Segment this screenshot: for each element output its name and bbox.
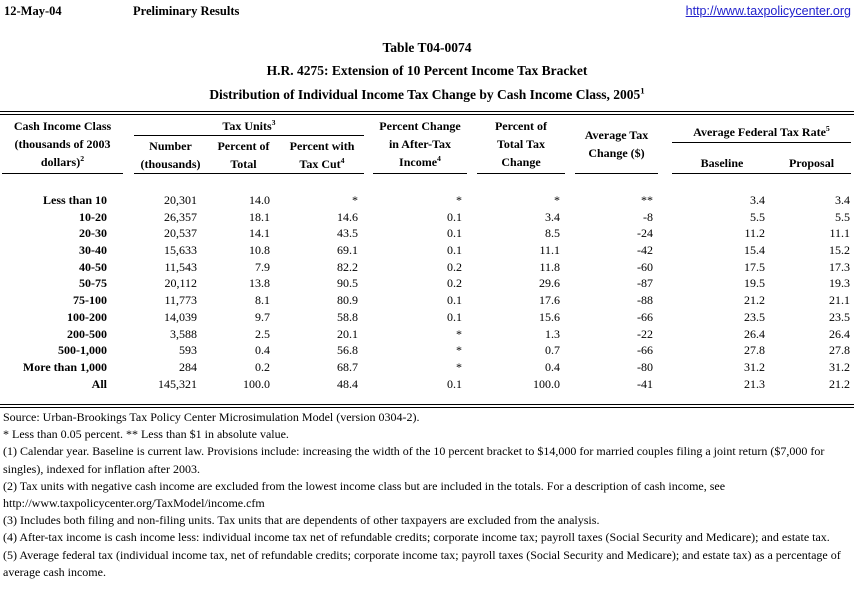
row-label-income-class: 75-100 [73, 293, 107, 308]
data-cell: -66 [637, 309, 653, 324]
data-cell: -88 [637, 293, 653, 308]
row-label-income-class: Less than 10 [42, 193, 107, 207]
report-date: 12-May-04 [4, 4, 62, 18]
header-line: (thousands of 2003 [14, 137, 111, 151]
data-cell: 14.6 [337, 209, 358, 224]
header-line: Tax Cut$^4$ [299, 156, 345, 171]
header-line: dollars)$^2$ [40, 154, 85, 169]
data-cell: 3.4 [545, 209, 560, 224]
data-cell: 27.8 [829, 343, 850, 358]
table-row [0, 376, 854, 393]
data-cell: -8 [643, 209, 653, 224]
data-cell: 20,112 [164, 276, 197, 291]
data-cell: 19.5 [744, 276, 765, 291]
distribution-title [0, 82, 854, 107]
table-row [0, 359, 854, 376]
row-label-income-class: 30-40 [79, 243, 107, 258]
row-label-income-class: 50-75 [79, 276, 107, 291]
data-cell: -87 [637, 276, 653, 291]
data-cell: 43.5 [337, 226, 358, 241]
col-header-cash-income-class [2, 115, 123, 174]
data-cell: 11,543 [164, 259, 197, 274]
data-cell: * [456, 193, 462, 207]
row-label-income-class: 40-50 [79, 259, 107, 274]
data-cell: 100.0 [243, 376, 270, 391]
header-line: Percent with [289, 139, 355, 153]
data-cell: * [352, 193, 358, 207]
col-header-pct-change-after-tax-income [373, 115, 467, 174]
footnote-ref-4: 4 [437, 154, 441, 163]
col-header-proposal: Proposal [788, 156, 835, 170]
average-federal-tax-rate-label: Average Federal Tax Rate$^5$ [672, 123, 851, 143]
data-cell: 7.9 [255, 259, 270, 274]
header-line: Percent of [217, 139, 270, 153]
data-cell: 14.0 [249, 193, 270, 207]
site-url-link[interactable]: http://www.taxpolicycenter.org [685, 4, 851, 18]
footnote-ref-5: 5 [825, 124, 830, 133]
footnote-ref-3: 3 [271, 118, 276, 127]
title-block [0, 36, 854, 107]
data-cell: 0.1 [447, 243, 462, 258]
data-cell: 593 [179, 343, 197, 358]
footnotes-block [3, 409, 852, 581]
data-cell: 11.8 [539, 259, 560, 274]
data-cell: 31.2 [829, 359, 850, 374]
data-cell: 19.3 [829, 276, 850, 291]
header-line: Income$^4$ [399, 154, 441, 169]
preliminary-results-label: Preliminary Results [133, 4, 240, 18]
data-cell: -24 [637, 226, 653, 241]
data-cell: 3,588 [170, 326, 197, 341]
table-row [0, 275, 854, 292]
data-cell: 10.8 [249, 243, 270, 258]
col-group-tax-units [134, 115, 364, 174]
data-cell: 21.3 [744, 376, 765, 391]
table-bottom-rule [0, 404, 854, 408]
footnote: (2) Tax units with negative cash income are excluded from the lowest income class but are included in the totals. For a description of cash income, see http://www.taxpolicycenter.org/TaxModel/income.cfm [3, 478, 726, 511]
data-cell: 0.2 [447, 276, 462, 291]
data-cell: 20,537 [164, 226, 197, 241]
footnote: (4) After-tax income is cash income less: individual income tax net of refundable credits; corporate income tax; payroll taxes (Social Security and Medicare); and estate tax. [3, 530, 830, 545]
data-cell: 15.6 [539, 309, 560, 324]
table-row [0, 326, 854, 343]
data-cell: 11.1 [829, 226, 850, 241]
data-cell: 0.1 [447, 376, 462, 391]
data-cell: 26.4 [829, 326, 850, 341]
data-cell: 68.7 [337, 359, 358, 374]
data-cell: 21.2 [829, 376, 850, 391]
col-header-average-tax-change [575, 115, 658, 174]
footnote: (3) Includes both filing and non-filing units. Tax units that are dependents of other taxpayers are excluded from the analysis. [3, 513, 600, 528]
header-line: Total [230, 157, 257, 171]
header-line: Change ($) [588, 146, 645, 160]
data-cell: 56.8 [337, 343, 358, 358]
data-cell: * [456, 343, 462, 358]
header-line: Percent of [494, 119, 548, 133]
data-cell: 14,039 [164, 309, 197, 324]
data-cell: 48.4 [337, 376, 358, 391]
footnote: Source: Urban-Brookings Tax Policy Center Microsimulation Model (version 0304-2). [3, 410, 420, 424]
data-cell: 13.8 [249, 276, 270, 291]
table-row [0, 342, 854, 359]
table-number-title: Table T04-0074 [382, 40, 472, 55]
data-cell: 100.0 [533, 376, 560, 391]
footnote-ref-4: 4 [340, 156, 345, 165]
data-cell: 18.1 [249, 209, 270, 224]
data-cell: 2.5 [255, 326, 270, 341]
table-row [0, 192, 854, 209]
data-cell: -60 [637, 259, 653, 274]
data-cell: 21.2 [744, 293, 765, 308]
table-row [0, 292, 854, 309]
footnote-ref-2: 2 [80, 154, 85, 163]
data-cell: 21.1 [829, 293, 850, 308]
table-row [0, 242, 854, 259]
header-line: Average Tax [584, 128, 649, 142]
header-line: Total Tax [497, 137, 545, 151]
data-cell: 69.1 [337, 243, 358, 258]
data-cell: 31.2 [744, 359, 765, 374]
row-label-income-class: 100-200 [67, 309, 107, 324]
data-cell: 0.1 [447, 309, 462, 324]
col-header-pct-total-tax-change [477, 115, 565, 174]
data-cell: ** [641, 193, 653, 207]
data-cell: -42 [637, 243, 653, 258]
data-cell: 9.7 [255, 309, 270, 324]
data-cell: 27.8 [744, 343, 765, 358]
data-cell: 0.1 [447, 209, 462, 224]
table-row [0, 309, 854, 326]
row-label-income-class: 200-500 [67, 326, 107, 341]
row-label-income-class: More than 1,000 [22, 359, 107, 374]
data-cell: 80.9 [337, 293, 358, 308]
data-cell: 0.1 [447, 293, 462, 308]
data-cell: 0.2 [255, 359, 270, 374]
data-cell: 0.4 [545, 359, 560, 374]
header-line: (thousands) [140, 157, 201, 171]
data-cell: 5.5 [750, 209, 765, 224]
data-cell: 11.1 [539, 243, 560, 258]
data-cell: -22 [637, 326, 653, 341]
data-cell: * [456, 326, 462, 341]
data-cell: 17.3 [829, 259, 850, 274]
bill-title: H.R. 4275: Extension of 10 Percent Income Tax Bracket [266, 63, 588, 78]
data-cell: 15,633 [164, 243, 197, 258]
data-cell: * [554, 193, 560, 207]
data-cell: -66 [637, 343, 653, 358]
tax-units-group-label: Tax Units$^3$ [134, 117, 364, 136]
header-line: in After-Tax [388, 137, 452, 151]
distribution-title-text: Distribution of Individual Income Tax Change by Cash Income Class, 2005 [209, 87, 641, 102]
data-cell: * [456, 359, 462, 374]
table-body [0, 192, 854, 392]
data-cell: 26.4 [744, 326, 765, 341]
data-cell: 11,773 [164, 293, 197, 308]
table-row [0, 259, 854, 276]
row-label-income-class: 20-30 [79, 226, 107, 241]
row-label-income-class: 10-20 [79, 209, 107, 224]
data-cell: 29.6 [539, 276, 560, 291]
header-line: Percent Change [379, 119, 461, 133]
footnote: (1) Calendar year. Baseline is current law. Provisions include: increasing the width of the 10 percent bracket to $14,000 for married couples filing a joint return ($7,000 for singles), indexed for inflation after 2003. [3, 444, 825, 476]
table-row [0, 209, 854, 226]
col-header-number-thousands [134, 137, 207, 173]
header-line: Cash Income Class [13, 119, 112, 133]
row-label-income-class: 500-1,000 [58, 343, 107, 358]
data-cell: 0.4 [255, 343, 270, 358]
col-header-percent-with-tax-cut [280, 137, 364, 173]
col-header-percent-of-total [207, 137, 280, 173]
data-cell: 20.1 [337, 326, 358, 341]
data-cell: 14.1 [249, 226, 270, 241]
data-cell: 26,357 [164, 209, 197, 224]
data-cell: 17.5 [744, 259, 765, 274]
aftr-subheaders [672, 143, 851, 173]
data-cell: 145,321 [158, 376, 197, 391]
data-cell: 23.5 [829, 309, 850, 324]
col-header-baseline: Baseline [700, 156, 744, 170]
data-cell: 5.5 [835, 209, 850, 224]
data-cell: 1.3 [545, 326, 560, 341]
footnote: (5) Average federal tax (individual income tax, net of refundable credits; corporate income tax; payroll taxes (Social Security and Medicare); and estate tax) as a percentage of average cash income. [3, 547, 841, 579]
data-cell: 58.8 [337, 309, 358, 324]
data-cell: 8.5 [545, 226, 560, 241]
tax-units-subheaders [134, 136, 364, 173]
col-group-average-federal-tax-rate [672, 115, 851, 174]
footnote-ref-1: 1 [640, 85, 645, 96]
data-cell: 8.1 [255, 293, 270, 308]
data-cell: -80 [637, 359, 653, 374]
data-cell: 90.5 [337, 276, 358, 291]
data-cell: 15.4 [744, 243, 765, 258]
data-cell: 0.2 [447, 259, 462, 274]
header-line: Number [149, 139, 192, 153]
table-header [0, 115, 854, 173]
data-cell: 82.2 [337, 259, 358, 274]
footnote: * Less than 0.05 percent. ** Less than $1 in absolute value. [3, 427, 289, 442]
data-cell: 15.2 [829, 243, 850, 258]
header-line: Change [501, 155, 541, 169]
data-cell: 3.4 [835, 193, 850, 207]
row-label-income-class: All [91, 376, 107, 391]
data-cell: 284 [179, 359, 197, 374]
data-cell: 3.4 [750, 193, 765, 207]
data-cell: 20,301 [164, 193, 197, 207]
page-top-bar [0, 4, 854, 21]
data-cell: 17.6 [539, 293, 560, 308]
data-cell: 23.5 [744, 309, 765, 324]
data-cell: 0.1 [447, 226, 462, 241]
data-cell: -41 [637, 376, 653, 391]
data-cell: 11.2 [744, 226, 765, 241]
data-cell: 0.7 [545, 343, 560, 358]
table-row [0, 225, 854, 242]
distribution-table [0, 111, 854, 408]
